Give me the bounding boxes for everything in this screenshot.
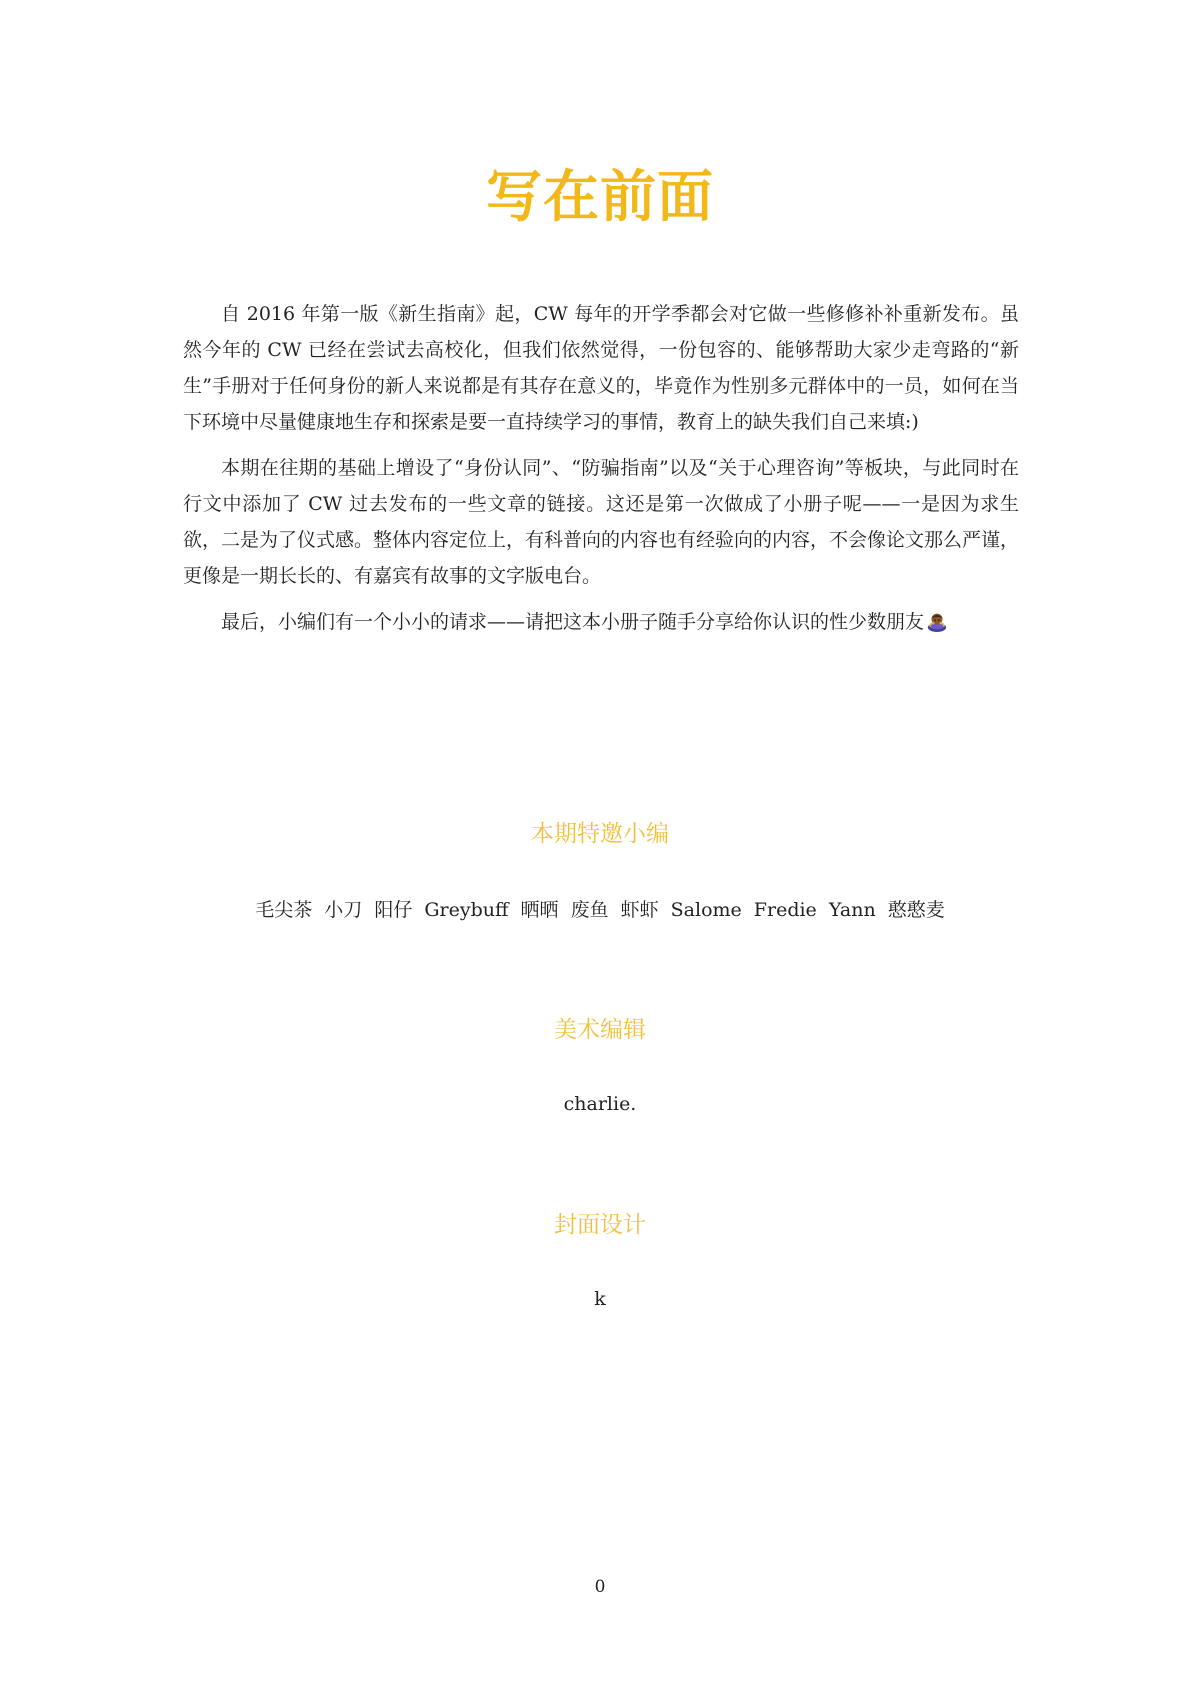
intro-paragraph-3-text: 最后，小编们有一个小小的请求——请把这本小册子随手分享给你认识的性少数朋友: [221, 611, 925, 633]
page-title: 写在前面: [486, 165, 714, 230]
section-heading-cover-design: 封面设计: [554, 1212, 646, 1238]
art-editor-name: charlie.: [563, 1093, 637, 1115]
section-heading-art-editor: 美术编辑: [554, 1017, 646, 1043]
intro-paragraph-2: 本期在往期的基础上增设了“身份认同”、“防骗指南”以及“关于心理咨询”等板块，与此同时在行文中添加了 CW 过去发布的一些文章的链接。这还是第一次做成了小册子呢——一是因为求生欲，二是为了仪式感。整体内容定位上，有科普向的内容也有经验向的内容，不会像论文那么严谨，更像是一期长长的、有嘉宾有故事的文字版电台。: [183, 457, 1020, 587]
person-bowing-emoji-icon: [926, 610, 948, 632]
intro-body: [183, 296, 1019, 650]
section-heading-guest-editors: 本期特邀小编: [531, 821, 669, 847]
intro-paragraph-1: 自 2016 年第一版《新生指南》起，CW 每年的开学季都会对它做一些修修补补重新发布。虽然今年的 CW 已经在尝试去高校化，但我们依然觉得，一份包容的、能够帮助大家少走弯路的“新生”手册对于任何身份的新人来说都是有其存在意义的，毕竟作为性别多元群体中的一员，如何在当下环境中尽量健康地生存和探索是要一直持续学习的事情，教育上的缺失我们自己来填:): [183, 303, 1019, 433]
guest-editors-list: 毛尖茶 小刀 阳仔 Greybuff 晒晒 废鱼 虾虾 Salome Fredie Yann 憨憨麦: [255, 899, 945, 921]
cover-designer-name: k: [594, 1288, 606, 1310]
page-number: 0: [594, 1577, 606, 1597]
intro-paragraph-3: [183, 604, 1019, 640]
